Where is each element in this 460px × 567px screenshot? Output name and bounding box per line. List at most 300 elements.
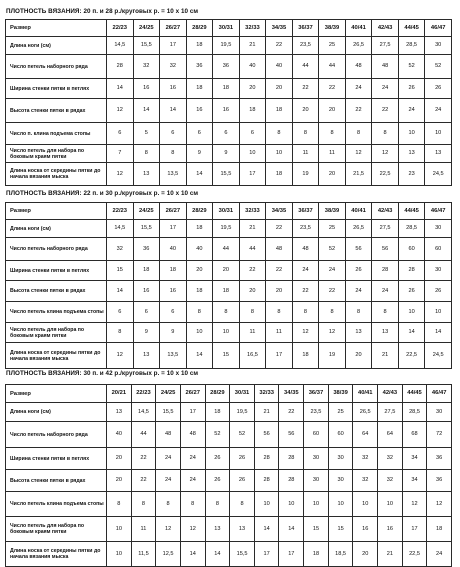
table-cell: 30 [304, 470, 329, 492]
table-cell: 52 [319, 238, 346, 261]
size-header-cell: 40/41 [345, 20, 372, 37]
table-cell: 11 [131, 517, 156, 542]
table-cell: 28 [398, 261, 425, 281]
table-cell: 14 [160, 99, 187, 123]
table-cell: 12 [107, 99, 134, 123]
table-cell: 60 [304, 422, 329, 448]
row-label: Ширина стенки пятки в петлях [6, 261, 107, 281]
row-label: Длина ноги (см) [6, 37, 107, 55]
size-header-cell: 40/41 [353, 385, 378, 403]
table-cell: 21,5 [345, 163, 372, 186]
table-cell: 21 [254, 403, 279, 422]
table-cell: 48 [266, 238, 293, 261]
table-cell: 23,5 [304, 403, 329, 422]
table-cell: 12 [402, 492, 427, 517]
table-cell: 36 [213, 55, 240, 79]
table-cell: 48 [345, 55, 372, 79]
table-cell: 19 [319, 343, 346, 369]
table-cell: 15,5 [133, 220, 160, 238]
table-cell: 14 [398, 323, 425, 343]
table-cell: 48 [156, 422, 181, 448]
table-cell: 21 [239, 220, 266, 238]
size-header-cell: 34/35 [266, 203, 293, 220]
table-cell: 13 [398, 145, 425, 163]
size-header-cell: 40/41 [345, 203, 372, 220]
table-cell: 6 [107, 302, 134, 323]
table-cell: 14,5 [107, 37, 134, 55]
table-cell: 44 [239, 238, 266, 261]
table-cell: 20 [345, 343, 372, 369]
row-label: Число петель клина подъема стопы [6, 302, 107, 323]
table-cell: 18 [160, 261, 187, 281]
table-cell: 26 [398, 79, 425, 99]
table-cell: 10 [398, 302, 425, 323]
size-header-label: Размер [6, 203, 107, 220]
table-cell: 24 [156, 470, 181, 492]
table-row [6, 343, 452, 369]
table-cell: 15,5 [230, 542, 255, 567]
table-cell: 36 [186, 55, 213, 79]
table-cell: 36 [133, 238, 160, 261]
table-cell: 20 [107, 448, 132, 470]
table-cell: 24 [180, 470, 205, 492]
table-cell: 10 [213, 323, 240, 343]
table-cell: 13 [107, 403, 132, 422]
row-label: Число петель наборного ряда [6, 55, 107, 79]
table-cell: 5 [133, 123, 160, 145]
table-cell: 11 [292, 145, 319, 163]
section-title: ПЛОТНОСТЬ ВЯЗАНИЯ: 22 п. и 30 р./круговых р. = 10 x 10 см [6, 190, 199, 197]
table-row [6, 323, 452, 343]
table-cell: 18 [292, 343, 319, 369]
table-cell: 11,5 [131, 542, 156, 567]
row-label: Высота стенки пятки в рядах [6, 470, 107, 492]
table-cell: 26,5 [345, 37, 372, 55]
table-cell: 12 [107, 343, 134, 369]
table-cell: 20 [319, 163, 346, 186]
table-cell: 18 [186, 281, 213, 302]
table-cell: 26 [425, 79, 452, 99]
table-cell: 18 [213, 281, 240, 302]
size-header-cell: 22/23 [107, 20, 134, 37]
table-cell: 10 [239, 145, 266, 163]
table-cell: 20 [292, 99, 319, 123]
size-header-cell: 46/47 [427, 385, 452, 403]
table-cell: 12 [319, 323, 346, 343]
size-header-cell: 32/33 [254, 385, 279, 403]
table-cell: 7 [107, 145, 134, 163]
table-cell: 16,5 [239, 343, 266, 369]
table-cell: 30 [425, 220, 452, 238]
size-header-cell: 46/47 [425, 20, 452, 37]
table-cell: 25 [319, 220, 346, 238]
table-cell: 22 [131, 448, 156, 470]
size-header-cell: 36/37 [304, 385, 329, 403]
table-cell: 19,5 [213, 220, 240, 238]
table-cell: 18 [186, 79, 213, 99]
table-cell: 23,5 [292, 220, 319, 238]
table-cell: 56 [345, 238, 372, 261]
table-cell: 12 [107, 163, 134, 186]
table-cell: 16 [160, 281, 187, 302]
section-title: ПЛОТНОСТЬ ВЯЗАНИЯ: 30 п. и 42 р./круговых р. = 10 x 10 см [6, 370, 199, 377]
table-cell: 23,5 [292, 37, 319, 55]
size-header-cell: 20/21 [107, 385, 132, 403]
size-header-cell: 36/37 [292, 203, 319, 220]
table-cell: 64 [353, 422, 378, 448]
table-row [6, 281, 452, 302]
table-cell: 8 [372, 302, 399, 323]
table-cell: 9 [213, 145, 240, 163]
size-header-cell: 32/33 [239, 20, 266, 37]
table-cell: 16 [160, 79, 187, 99]
table-cell: 26,5 [353, 403, 378, 422]
table-cell: 18 [186, 220, 213, 238]
table-cell: 13 [133, 163, 160, 186]
table-cell: 72 [427, 422, 452, 448]
table-cell: 23 [398, 163, 425, 186]
table-cell: 28,5 [398, 37, 425, 55]
table-cell: 22 [239, 261, 266, 281]
table-row [6, 422, 452, 448]
table-row [6, 302, 452, 323]
table-cell: 12 [427, 492, 452, 517]
table-cell: 52 [205, 422, 230, 448]
table-cell: 24 [180, 448, 205, 470]
table-row [6, 37, 452, 55]
table-cell: 24 [319, 261, 346, 281]
table-cell: 14,5 [131, 403, 156, 422]
table-cell: 17 [279, 542, 304, 567]
table-cell: 13 [425, 145, 452, 163]
table-cell: 14,5 [107, 220, 134, 238]
table-cell: 20 [266, 281, 293, 302]
table-cell: 22 [131, 470, 156, 492]
table-cell: 30 [427, 403, 452, 422]
table-cell: 15,5 [156, 403, 181, 422]
table-cell: 28 [254, 448, 279, 470]
table-cell: 16 [378, 517, 403, 542]
table-cell: 8 [319, 123, 346, 145]
table-cell: 14 [186, 343, 213, 369]
size-header-cell: 26/27 [180, 385, 205, 403]
table-cell: 10 [378, 492, 403, 517]
table-cell: 18 [205, 403, 230, 422]
row-label: Высота стенки пятки в рядах [6, 281, 107, 302]
table-cell: 16 [186, 99, 213, 123]
table-cell: 22 [292, 281, 319, 302]
table-row [6, 220, 452, 238]
table-cell: 48 [292, 238, 319, 261]
table-cell: 40 [266, 55, 293, 79]
table-cell: 18 [427, 517, 452, 542]
table-row [6, 492, 452, 517]
size-header-cell: 32/33 [239, 203, 266, 220]
table-cell: 48 [372, 55, 399, 79]
table-cell: 27,5 [372, 220, 399, 238]
table-cell: 24 [292, 261, 319, 281]
row-label: Ширина стенки пятки в петлях [6, 448, 107, 470]
table-cell: 48 [180, 422, 205, 448]
table-cell: 27,5 [372, 37, 399, 55]
table-cell: 20 [266, 79, 293, 99]
table-row [6, 542, 452, 567]
table-cell: 6 [133, 302, 160, 323]
table-cell: 8 [133, 145, 160, 163]
table-cell: 32 [378, 470, 403, 492]
table-cell: 8 [131, 492, 156, 517]
row-label: Длина носка от середины пятки до начала вязания мыска [6, 542, 107, 567]
table-cell: 26 [398, 281, 425, 302]
table-cell: 15 [304, 517, 329, 542]
table-cell: 13,5 [160, 163, 187, 186]
table-cell: 17 [160, 37, 187, 55]
table-row [6, 145, 452, 163]
table-cell: 21 [372, 343, 399, 369]
size-table [5, 384, 452, 567]
row-label: Длина носка от середины пятки до начала вязания мыска [6, 163, 107, 186]
table-cell: 22 [266, 220, 293, 238]
table-cell: 8 [292, 123, 319, 145]
table-cell: 20 [239, 79, 266, 99]
table-cell: 26 [230, 448, 255, 470]
table-cell: 22 [319, 79, 346, 99]
size-header-cell: 30/31 [213, 203, 240, 220]
table-cell: 6 [239, 123, 266, 145]
table-cell: 30 [425, 37, 452, 55]
table-cell: 24 [345, 281, 372, 302]
table-cell: 10 [266, 145, 293, 163]
table-cell: 19,5 [213, 37, 240, 55]
table-cell: 10 [279, 492, 304, 517]
table-cell: 13 [133, 343, 160, 369]
size-header-cell: 22/23 [107, 203, 134, 220]
size-header-cell: 46/47 [425, 203, 452, 220]
table-cell: 30 [425, 261, 452, 281]
table-cell: 18 [266, 99, 293, 123]
table-cell: 22 [319, 281, 346, 302]
table-cell: 21 [378, 542, 403, 567]
table-cell: 13 [230, 517, 255, 542]
table-cell: 18 [266, 163, 293, 186]
section-title: ПЛОТНОСТЬ ВЯЗАНИЯ: 20 п. и 28 р./круговых р. = 10 x 10 см [6, 8, 199, 15]
size-header-cell: 28/29 [205, 385, 230, 403]
table-cell: 32 [353, 448, 378, 470]
table-cell: 16 [133, 79, 160, 99]
table-cell: 20 [319, 99, 346, 123]
table-cell: 20 [353, 542, 378, 567]
size-header-cell: 42/43 [378, 385, 403, 403]
table-cell: 30 [304, 448, 329, 470]
row-label: Число петель наборного ряда [6, 238, 107, 261]
table-cell: 18 [304, 542, 329, 567]
table-cell: 6 [107, 123, 134, 145]
table-cell: 11 [239, 323, 266, 343]
table-row [6, 55, 452, 79]
table-cell: 21 [239, 37, 266, 55]
table-cell: 44 [292, 55, 319, 79]
size-header-cell: 36/37 [292, 20, 319, 37]
table-cell: 10 [304, 492, 329, 517]
table-cell: 14 [186, 163, 213, 186]
table-cell: 52 [425, 55, 452, 79]
table-cell: 18 [186, 37, 213, 55]
table-cell: 13,5 [160, 343, 187, 369]
table-cell: 20 [239, 281, 266, 302]
table-cell: 16 [213, 99, 240, 123]
table-cell: 8 [266, 123, 293, 145]
table-cell: 6 [160, 302, 187, 323]
table-cell: 8 [160, 145, 187, 163]
table-cell: 32 [107, 238, 134, 261]
size-table [5, 202, 452, 369]
table-cell: 10 [107, 517, 132, 542]
row-label: Число петель для набора по боковым краям пятки [6, 323, 107, 343]
table-cell: 14 [107, 281, 134, 302]
table-cell: 28,5 [398, 220, 425, 238]
table-cell: 15,5 [213, 163, 240, 186]
table-cell: 10 [353, 492, 378, 517]
table-cell: 17 [239, 163, 266, 186]
table-cell: 8 [156, 492, 181, 517]
table-cell: 24 [156, 448, 181, 470]
table-cell: 40 [107, 422, 132, 448]
table-cell: 60 [398, 238, 425, 261]
table-cell: 8 [107, 323, 134, 343]
table-cell: 20 [107, 470, 132, 492]
table-cell: 8 [266, 302, 293, 323]
table-cell: 28 [107, 55, 134, 79]
table-cell: 22,5 [398, 343, 425, 369]
table-cell: 17 [254, 542, 279, 567]
table-cell: 11 [319, 145, 346, 163]
row-label: Число п. клина подъема стопы [6, 123, 107, 145]
size-header-cell: 30/31 [213, 20, 240, 37]
size-header-cell: 26/27 [160, 203, 187, 220]
table-cell: 6 [160, 123, 187, 145]
table-header-row [6, 20, 452, 37]
table-cell: 24 [345, 79, 372, 99]
row-label: Длина ноги (см) [6, 403, 107, 422]
table-cell: 6 [186, 123, 213, 145]
size-header-cell: 28/29 [186, 20, 213, 37]
table-cell: 13 [205, 517, 230, 542]
table-cell: 22,5 [372, 163, 399, 186]
size-header-cell: 24/25 [156, 385, 181, 403]
table-cell: 8 [372, 123, 399, 145]
table-cell: 25 [319, 37, 346, 55]
table-cell: 30 [328, 448, 353, 470]
table-cell: 10 [328, 492, 353, 517]
table-row [6, 448, 452, 470]
table-cell: 12 [372, 145, 399, 163]
table-cell: 12 [180, 517, 205, 542]
table-cell: 10 [254, 492, 279, 517]
table-cell: 8 [180, 492, 205, 517]
table-cell: 40 [239, 55, 266, 79]
table-row [6, 238, 452, 261]
table-cell: 17 [160, 220, 187, 238]
table-cell: 60 [425, 238, 452, 261]
size-header-cell: 38/39 [328, 385, 353, 403]
table-cell: 12 [345, 145, 372, 163]
table-cell: 15,5 [133, 37, 160, 55]
row-label: Число петель клина подъема стопы [6, 492, 107, 517]
table-row [6, 517, 452, 542]
table-cell: 64 [378, 422, 403, 448]
table-cell: 15 [107, 261, 134, 281]
table-cell: 52 [398, 55, 425, 79]
table-cell: 22 [372, 99, 399, 123]
table-row [6, 470, 452, 492]
table-cell: 15 [213, 343, 240, 369]
size-header-cell: 26/27 [160, 20, 187, 37]
table-cell: 9 [133, 323, 160, 343]
table-cell: 24 [398, 99, 425, 123]
table-cell: 44 [213, 238, 240, 261]
table-cell: 34 [402, 470, 427, 492]
table-cell: 20 [213, 261, 240, 281]
table-cell: 32 [353, 470, 378, 492]
table-cell: 12 [156, 517, 181, 542]
row-label: Высота стенки пятки в рядах [6, 99, 107, 123]
size-header-cell: 24/25 [133, 20, 160, 37]
table-cell: 8 [186, 302, 213, 323]
table-cell: 22 [266, 37, 293, 55]
table-cell: 18 [213, 79, 240, 99]
size-header-label: Размер [6, 385, 107, 403]
table-cell: 26 [205, 470, 230, 492]
table-cell: 15 [328, 517, 353, 542]
table-cell: 24 [372, 79, 399, 99]
table-cell: 8 [345, 302, 372, 323]
table-cell: 18,5 [328, 542, 353, 567]
table-cell: 14 [279, 517, 304, 542]
table-cell: 22 [279, 403, 304, 422]
size-header-cell: 22/23 [131, 385, 156, 403]
table-cell: 22 [292, 79, 319, 99]
table-cell: 24 [425, 99, 452, 123]
table-cell: 24,5 [425, 163, 452, 186]
table-cell: 17 [402, 517, 427, 542]
table-cell: 28 [279, 470, 304, 492]
table-cell: 52 [230, 422, 255, 448]
table-row [6, 163, 452, 186]
table-cell: 8 [292, 302, 319, 323]
row-label: Число петель наборного ряда [6, 422, 107, 448]
table-cell: 56 [279, 422, 304, 448]
table-cell: 16 [353, 517, 378, 542]
size-header-cell: 42/43 [372, 20, 399, 37]
table-cell: 28 [372, 261, 399, 281]
table-cell: 10 [107, 542, 132, 567]
table-cell: 12 [292, 323, 319, 343]
table-cell: 14 [133, 99, 160, 123]
table-cell: 27,5 [378, 403, 403, 422]
table-cell: 30 [328, 470, 353, 492]
table-cell: 8 [230, 492, 255, 517]
size-header-cell: 44/45 [398, 20, 425, 37]
table-cell: 28 [254, 470, 279, 492]
table-cell: 26,5 [345, 220, 372, 238]
table-cell: 26 [205, 448, 230, 470]
table-cell: 8 [345, 123, 372, 145]
table-row [6, 99, 452, 123]
table-cell: 14 [107, 79, 134, 99]
table-cell: 44 [131, 422, 156, 448]
size-header-cell: 44/45 [402, 385, 427, 403]
table-cell: 8 [319, 302, 346, 323]
